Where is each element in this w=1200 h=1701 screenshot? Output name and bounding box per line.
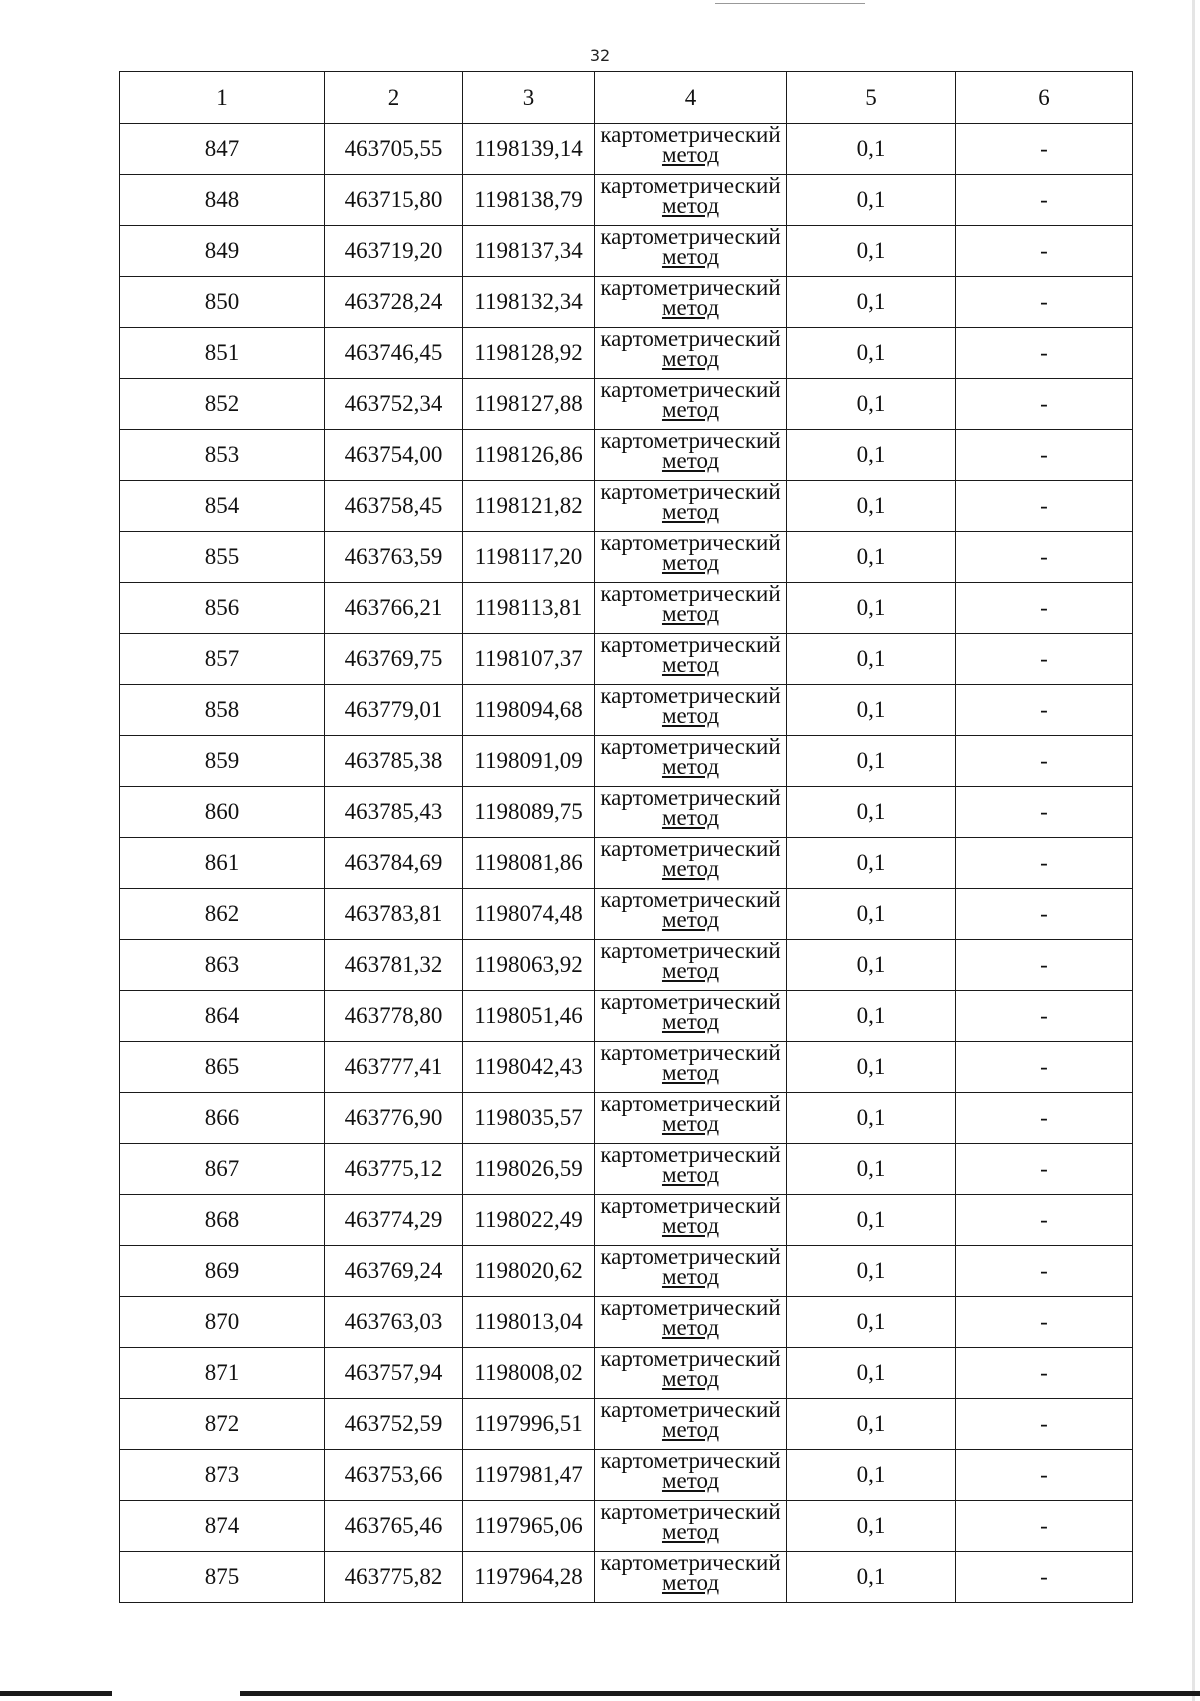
accuracy-cell: 0,1: [787, 1042, 956, 1093]
x-coordinate-cell: 463754,00: [325, 430, 463, 481]
method-cell: [595, 226, 787, 277]
method-cell: [595, 1297, 787, 1348]
y-coordinate-cell: 1198094,68: [463, 685, 595, 736]
accuracy-cell: 0,1: [787, 277, 956, 328]
point-cell: 873: [120, 1450, 325, 1501]
table-row: [120, 175, 1133, 226]
note-cell: -: [956, 787, 1133, 838]
method-cell: [595, 583, 787, 634]
point-cell: 875: [120, 1552, 325, 1603]
table-header: [120, 72, 1133, 124]
y-coordinate-cell: 1198121,82: [463, 481, 595, 532]
scan-artifact-bottom-left: [0, 1691, 112, 1696]
method-text-line2: метод: [661, 601, 720, 626]
y-coordinate-cell: 1198089,75: [463, 787, 595, 838]
note-cell: -: [956, 481, 1133, 532]
y-coordinate-cell: 1198113,81: [463, 583, 595, 634]
accuracy-cell: 0,1: [787, 583, 956, 634]
note-cell: -: [956, 379, 1133, 430]
page-number: 32: [589, 46, 611, 65]
accuracy-cell: 0,1: [787, 1297, 956, 1348]
method-text-line1: картометрический: [600, 224, 781, 249]
note-cell: -: [956, 1501, 1133, 1552]
y-coordinate-cell: 1197964,28: [463, 1552, 595, 1603]
method-cell: [595, 379, 787, 430]
method-text-line2: метод: [661, 754, 720, 779]
method-text-line2: метод: [661, 1315, 720, 1340]
method-text-line1: картометрический: [600, 1499, 781, 1524]
accuracy-cell: 0,1: [787, 991, 956, 1042]
point-cell: 871: [120, 1348, 325, 1399]
table-row: [120, 481, 1133, 532]
note-cell: -: [956, 838, 1133, 889]
table-row: [120, 1552, 1133, 1603]
accuracy-cell: 0,1: [787, 532, 956, 583]
method-text-line2: метод: [661, 856, 720, 881]
y-coordinate-cell: 1198117,20: [463, 532, 595, 583]
accuracy-cell: 0,1: [787, 328, 956, 379]
note-cell: -: [956, 1348, 1133, 1399]
point-cell: 858: [120, 685, 325, 736]
note-cell: -: [956, 634, 1133, 685]
x-coordinate-cell: 463752,34: [325, 379, 463, 430]
y-coordinate-cell: 1198042,43: [463, 1042, 595, 1093]
x-coordinate-cell: 463776,90: [325, 1093, 463, 1144]
method-text-line1: картометрический: [600, 1346, 781, 1371]
method-cell: [595, 124, 787, 175]
point-cell: 849: [120, 226, 325, 277]
header-col-5: 5: [787, 72, 956, 124]
method-text-line2: метод: [661, 703, 720, 728]
method-cell: [595, 1348, 787, 1399]
note-cell: -: [956, 277, 1133, 328]
accuracy-cell: 0,1: [787, 1501, 956, 1552]
x-coordinate-cell: 463784,69: [325, 838, 463, 889]
y-coordinate-cell: 1197996,51: [463, 1399, 595, 1450]
y-coordinate-cell: 1198035,57: [463, 1093, 595, 1144]
accuracy-cell: 0,1: [787, 1093, 956, 1144]
method-cell: [595, 940, 787, 991]
method-text-line1: картометрический: [600, 1091, 781, 1116]
method-cell: [595, 1450, 787, 1501]
accuracy-cell: 0,1: [787, 889, 956, 940]
method-text-line1: картометрический: [600, 1244, 781, 1269]
method-text-line2: метод: [661, 1366, 720, 1391]
table-row: [120, 1399, 1133, 1450]
method-cell: [595, 1042, 787, 1093]
x-coordinate-cell: 463728,24: [325, 277, 463, 328]
method-text-line2: метод: [661, 499, 720, 524]
table-row: [120, 1297, 1133, 1348]
method-cell: [595, 1552, 787, 1603]
method-text-line1: картометрический: [600, 1040, 781, 1065]
x-coordinate-cell: 463757,94: [325, 1348, 463, 1399]
accuracy-cell: 0,1: [787, 1552, 956, 1603]
accuracy-cell: 0,1: [787, 1246, 956, 1297]
method-text-line2: метод: [661, 652, 720, 677]
method-text-line2: метод: [661, 1570, 720, 1595]
y-coordinate-cell: 1198127,88: [463, 379, 595, 430]
method-cell: [595, 532, 787, 583]
scan-artifact-top: [715, 3, 865, 4]
method-text-line2: метод: [661, 1060, 720, 1085]
method-text-line1: картометрический: [600, 530, 781, 555]
method-cell: [595, 1246, 787, 1297]
x-coordinate-cell: 463766,21: [325, 583, 463, 634]
x-coordinate-cell: 463781,32: [325, 940, 463, 991]
method-cell: [595, 328, 787, 379]
method-text-line2: метод: [661, 805, 720, 830]
method-cell: [595, 838, 787, 889]
table-row: [120, 226, 1133, 277]
method-text-line1: картометрический: [600, 683, 781, 708]
point-cell: 870: [120, 1297, 325, 1348]
method-cell: [595, 1144, 787, 1195]
accuracy-cell: 0,1: [787, 1144, 956, 1195]
method-cell: [595, 787, 787, 838]
method-text-line1: картометрический: [600, 887, 781, 912]
note-cell: -: [956, 1552, 1133, 1603]
method-text-line2: метод: [661, 1111, 720, 1136]
note-cell: -: [956, 532, 1133, 583]
note-cell: -: [956, 736, 1133, 787]
x-coordinate-cell: 463765,46: [325, 1501, 463, 1552]
method-text-line2: метод: [661, 295, 720, 320]
point-cell: 862: [120, 889, 325, 940]
table-row: [120, 532, 1133, 583]
method-text-line2: метод: [661, 397, 720, 422]
table-row: [120, 1144, 1133, 1195]
point-cell: 855: [120, 532, 325, 583]
x-coordinate-cell: 463752,59: [325, 1399, 463, 1450]
table-row: [120, 889, 1133, 940]
note-cell: -: [956, 1144, 1133, 1195]
x-coordinate-cell: 463785,43: [325, 787, 463, 838]
point-cell: 864: [120, 991, 325, 1042]
table-row: [120, 1042, 1133, 1093]
accuracy-cell: 0,1: [787, 226, 956, 277]
method-text-line1: картометрический: [600, 377, 781, 402]
x-coordinate-cell: 463753,66: [325, 1450, 463, 1501]
point-cell: 860: [120, 787, 325, 838]
note-cell: -: [956, 991, 1133, 1042]
method-text-line1: картометрический: [600, 1142, 781, 1167]
method-text-line1: картометрический: [600, 938, 781, 963]
accuracy-cell: 0,1: [787, 787, 956, 838]
method-text-line2: метод: [661, 142, 720, 167]
method-cell: [595, 430, 787, 481]
accuracy-cell: 0,1: [787, 1348, 956, 1399]
table-row: [120, 634, 1133, 685]
table-row: [120, 1501, 1133, 1552]
method-text-line2: метод: [661, 958, 720, 983]
point-cell: 851: [120, 328, 325, 379]
method-text-line1: картометрический: [600, 581, 781, 606]
method-text-line2: метод: [661, 1519, 720, 1544]
point-cell: 852: [120, 379, 325, 430]
method-text-line2: метод: [661, 1468, 720, 1493]
y-coordinate-cell: 1198138,79: [463, 175, 595, 226]
accuracy-cell: 0,1: [787, 175, 956, 226]
point-cell: 861: [120, 838, 325, 889]
y-coordinate-cell: 1198013,04: [463, 1297, 595, 1348]
x-coordinate-cell: 463783,81: [325, 889, 463, 940]
note-cell: -: [956, 940, 1133, 991]
note-cell: -: [956, 685, 1133, 736]
point-cell: 866: [120, 1093, 325, 1144]
accuracy-cell: 0,1: [787, 634, 956, 685]
table-row: [120, 124, 1133, 175]
y-coordinate-cell: 1198022,49: [463, 1195, 595, 1246]
x-coordinate-cell: 463785,38: [325, 736, 463, 787]
table-row: [120, 1195, 1133, 1246]
y-coordinate-cell: 1198051,46: [463, 991, 595, 1042]
accuracy-cell: 0,1: [787, 685, 956, 736]
accuracy-cell: 0,1: [787, 1450, 956, 1501]
point-cell: 856: [120, 583, 325, 634]
method-text-line1: картометрический: [600, 1295, 781, 1320]
method-cell: [595, 1195, 787, 1246]
scan-artifact-edge: [1192, 0, 1195, 1701]
method-cell: [595, 277, 787, 328]
note-cell: -: [956, 226, 1133, 277]
note-cell: -: [956, 889, 1133, 940]
x-coordinate-cell: 463769,24: [325, 1246, 463, 1297]
method-text-line1: картометрический: [600, 173, 781, 198]
method-text-line1: картометрический: [600, 1193, 781, 1218]
method-text-line1: картометрический: [600, 836, 781, 861]
method-text-line2: метод: [661, 1009, 720, 1034]
accuracy-cell: 0,1: [787, 838, 956, 889]
y-coordinate-cell: 1198081,86: [463, 838, 595, 889]
table-row: [120, 430, 1133, 481]
x-coordinate-cell: 463719,20: [325, 226, 463, 277]
header-col-6: 6: [956, 72, 1133, 124]
point-cell: 847: [120, 124, 325, 175]
table-row: [120, 1450, 1133, 1501]
header-col-4: 4: [595, 72, 787, 124]
y-coordinate-cell: 1198063,92: [463, 940, 595, 991]
point-cell: 850: [120, 277, 325, 328]
y-coordinate-cell: 1198139,14: [463, 124, 595, 175]
y-coordinate-cell: 1198008,02: [463, 1348, 595, 1399]
method-cell: [595, 1399, 787, 1450]
y-coordinate-cell: 1198137,34: [463, 226, 595, 277]
x-coordinate-cell: 463778,80: [325, 991, 463, 1042]
table-row: [120, 379, 1133, 430]
method-text-line2: метод: [661, 193, 720, 218]
point-cell: 853: [120, 430, 325, 481]
method-text-line2: метод: [661, 448, 720, 473]
method-cell: [595, 175, 787, 226]
note-cell: -: [956, 430, 1133, 481]
accuracy-cell: 0,1: [787, 430, 956, 481]
table-row: [120, 838, 1133, 889]
point-cell: 872: [120, 1399, 325, 1450]
method-text-line2: метод: [661, 907, 720, 932]
y-coordinate-cell: 1197965,06: [463, 1501, 595, 1552]
method-text-line1: картометрический: [600, 632, 781, 657]
method-text-line1: картометрический: [600, 785, 781, 810]
point-cell: 874: [120, 1501, 325, 1552]
table-row: [120, 787, 1133, 838]
note-cell: -: [956, 1093, 1133, 1144]
table-row: [120, 991, 1133, 1042]
note-cell: -: [956, 1195, 1133, 1246]
method-cell: [595, 481, 787, 532]
point-cell: 865: [120, 1042, 325, 1093]
method-cell: [595, 634, 787, 685]
header-col-1: 1: [120, 72, 325, 124]
x-coordinate-cell: 463705,55: [325, 124, 463, 175]
note-cell: -: [956, 1297, 1133, 1348]
method-text-line1: картометрический: [600, 1448, 781, 1473]
accuracy-cell: 0,1: [787, 940, 956, 991]
method-text-line1: картометрический: [600, 428, 781, 453]
y-coordinate-cell: 1198128,92: [463, 328, 595, 379]
y-coordinate-cell: 1197981,47: [463, 1450, 595, 1501]
header-col-3: 3: [463, 72, 595, 124]
method-cell: [595, 991, 787, 1042]
x-coordinate-cell: 463763,03: [325, 1297, 463, 1348]
note-cell: -: [956, 1399, 1133, 1450]
point-cell: 868: [120, 1195, 325, 1246]
x-coordinate-cell: 463779,01: [325, 685, 463, 736]
x-coordinate-cell: 463775,12: [325, 1144, 463, 1195]
table-body: [120, 124, 1133, 1603]
header-row: [120, 72, 1133, 124]
scan-artifact-bottom: [240, 1691, 1200, 1696]
method-text-line2: метод: [661, 1264, 720, 1289]
table-row: [120, 940, 1133, 991]
method-text-line1: картометрический: [600, 479, 781, 504]
point-cell: 854: [120, 481, 325, 532]
method-text-line2: метод: [661, 244, 720, 269]
method-cell: [595, 1093, 787, 1144]
point-cell: 867: [120, 1144, 325, 1195]
x-coordinate-cell: 463775,82: [325, 1552, 463, 1603]
point-cell: 863: [120, 940, 325, 991]
y-coordinate-cell: 1198107,37: [463, 634, 595, 685]
header-col-2: 2: [325, 72, 463, 124]
y-coordinate-cell: 1198074,48: [463, 889, 595, 940]
y-coordinate-cell: 1198091,09: [463, 736, 595, 787]
accuracy-cell: 0,1: [787, 736, 956, 787]
note-cell: -: [956, 124, 1133, 175]
method-text-line1: картометрический: [600, 734, 781, 759]
method-text-line2: метод: [661, 1417, 720, 1442]
table-row: [120, 328, 1133, 379]
note-cell: -: [956, 328, 1133, 379]
table-row: [120, 1093, 1133, 1144]
x-coordinate-cell: 463763,59: [325, 532, 463, 583]
method-cell: [595, 889, 787, 940]
x-coordinate-cell: 463774,29: [325, 1195, 463, 1246]
method-cell: [595, 736, 787, 787]
accuracy-cell: 0,1: [787, 481, 956, 532]
y-coordinate-cell: 1198020,62: [463, 1246, 595, 1297]
x-coordinate-cell: 463715,80: [325, 175, 463, 226]
x-coordinate-cell: 463758,45: [325, 481, 463, 532]
note-cell: -: [956, 1042, 1133, 1093]
note-cell: -: [956, 175, 1133, 226]
note-cell: -: [956, 583, 1133, 634]
accuracy-cell: 0,1: [787, 379, 956, 430]
y-coordinate-cell: 1198132,34: [463, 277, 595, 328]
table-row: [120, 685, 1133, 736]
table-row: [120, 583, 1133, 634]
method-text-line1: картометрический: [600, 1550, 781, 1575]
table-row: [120, 1348, 1133, 1399]
method-cell: [595, 685, 787, 736]
method-text-line2: метод: [661, 1162, 720, 1187]
note-cell: -: [956, 1246, 1133, 1297]
method-text-line2: метод: [661, 346, 720, 371]
method-text-line1: картометрический: [600, 275, 781, 300]
table-row: [120, 736, 1133, 787]
x-coordinate-cell: 463769,75: [325, 634, 463, 685]
point-cell: 857: [120, 634, 325, 685]
accuracy-cell: 0,1: [787, 124, 956, 175]
method-cell: [595, 1501, 787, 1552]
y-coordinate-cell: 1198026,59: [463, 1144, 595, 1195]
method-text-line1: картометрический: [600, 122, 781, 147]
method-text-line2: метод: [661, 1213, 720, 1238]
coordinates-table: [119, 71, 1133, 1603]
table-row: [120, 1246, 1133, 1297]
point-cell: 869: [120, 1246, 325, 1297]
method-text-line2: метод: [661, 550, 720, 575]
method-text-line1: картометрический: [600, 1397, 781, 1422]
note-cell: -: [956, 1450, 1133, 1501]
method-text-line1: картометрический: [600, 326, 781, 351]
x-coordinate-cell: 463777,41: [325, 1042, 463, 1093]
point-cell: 859: [120, 736, 325, 787]
table-row: [120, 277, 1133, 328]
accuracy-cell: 0,1: [787, 1399, 956, 1450]
accuracy-cell: 0,1: [787, 1195, 956, 1246]
x-coordinate-cell: 463746,45: [325, 328, 463, 379]
method-text-line1: картометрический: [600, 989, 781, 1014]
y-coordinate-cell: 1198126,86: [463, 430, 595, 481]
point-cell: 848: [120, 175, 325, 226]
